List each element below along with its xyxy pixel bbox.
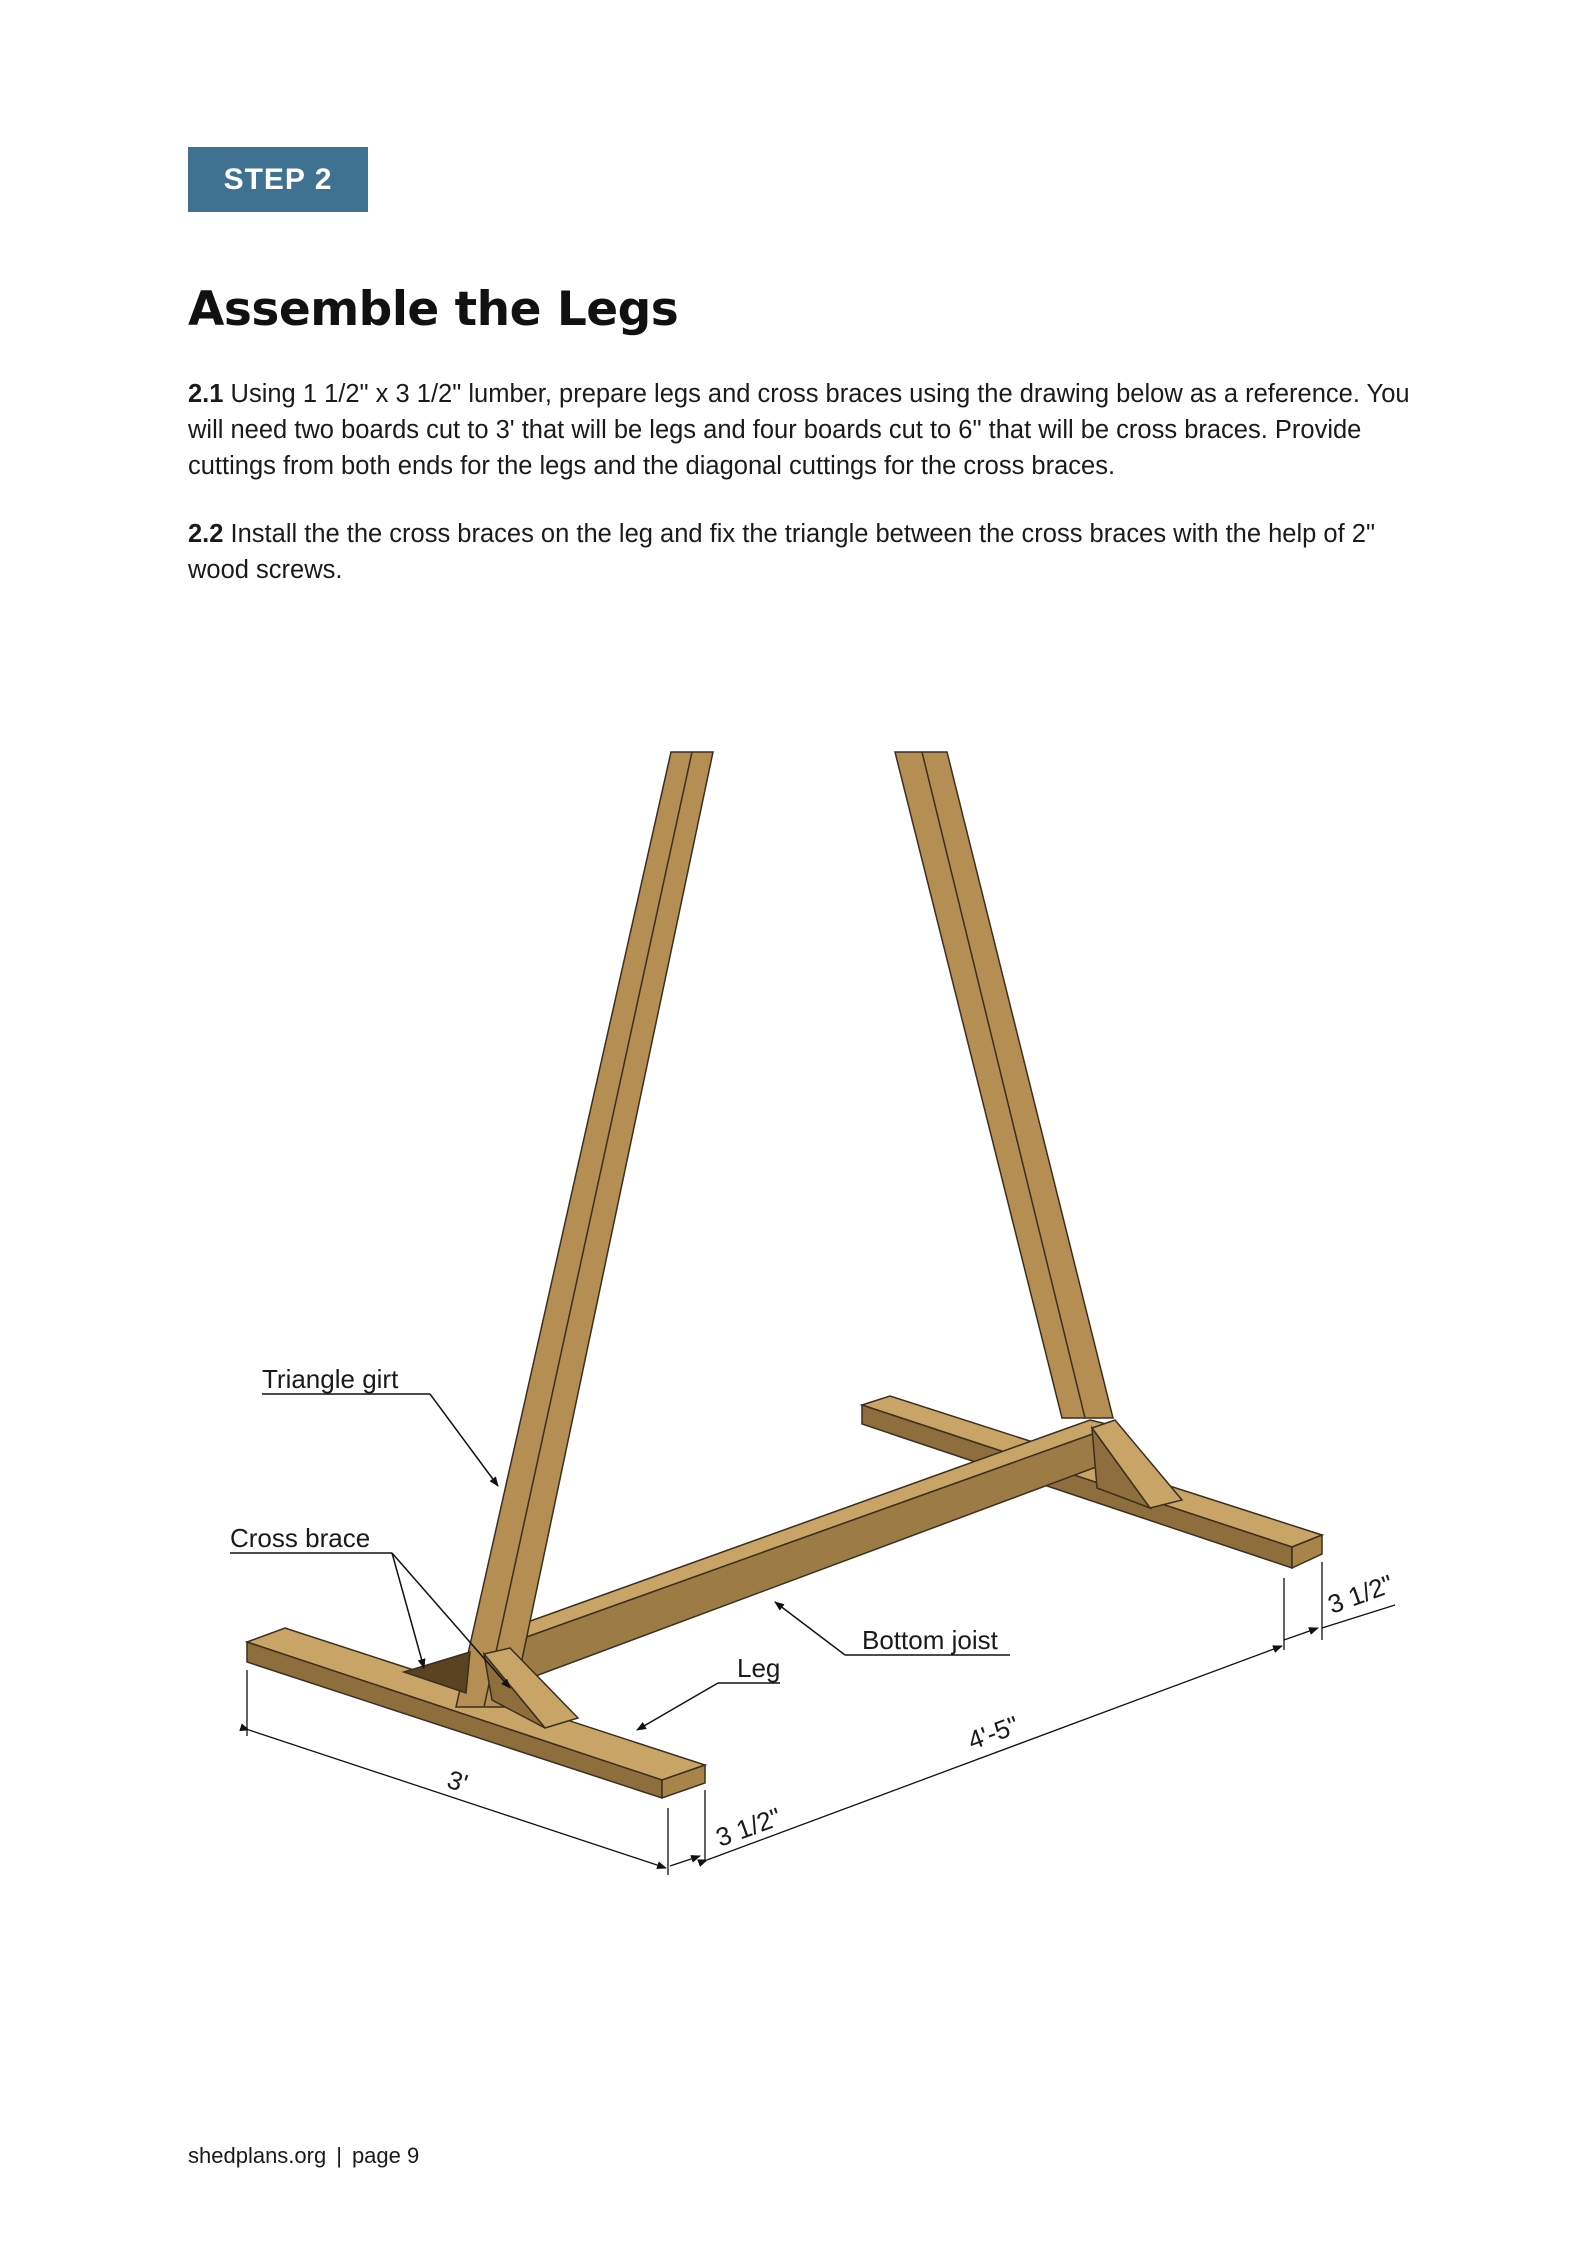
dim-leg-length: 3' bbox=[443, 1764, 472, 1799]
left-leg bbox=[456, 752, 713, 1707]
paragraph-2-1 bbox=[188, 376, 1428, 484]
footer-page-number: page 9 bbox=[351, 2143, 420, 2168]
footer-separator: | bbox=[336, 2143, 342, 2168]
paragraph-2-2 bbox=[188, 516, 1428, 588]
paragraph-text: Using 1 1/2" x 3 1/2" lumber, prepare legs and cross braces using the drawing below as a reference. You will need two boards cut to 3' that will be legs and four boards cut to 6" that will be cross braces. Provide cuttings from both ends for the legs and the diagonal cuttings for the cross braces. bbox=[188, 380, 1410, 480]
paragraph-number: 2.2 bbox=[188, 520, 224, 548]
paragraph-number: 2.1 bbox=[188, 380, 224, 408]
footer-site: shedplans.org bbox=[188, 2143, 327, 2168]
bottom-joist bbox=[472, 1420, 1115, 1680]
label-triangle-girt: Triangle girt bbox=[262, 1364, 399, 1394]
dim-joist-length: 4'-5" bbox=[963, 1709, 1023, 1756]
paragraph-text: Install the the cross braces on the leg and fix the triangle between the cross braces with the help of 2" wood screws. bbox=[188, 520, 1375, 584]
label-bottom-joist: Bottom joist bbox=[862, 1625, 998, 1655]
page-title: Assemble the Legs bbox=[188, 282, 679, 337]
step-label: STEP 2 bbox=[223, 162, 333, 196]
dim-width-left: 3 1/2" bbox=[711, 1801, 786, 1853]
right-leg bbox=[895, 752, 1113, 1418]
label-cross-brace: Cross brace bbox=[230, 1523, 371, 1553]
assembly-diagram bbox=[0, 700, 1588, 1950]
page-footer bbox=[188, 2143, 419, 2169]
dim-width-right: 3 1/2" bbox=[1323, 1568, 1398, 1620]
label-leg: Leg bbox=[737, 1653, 781, 1683]
step-badge bbox=[188, 147, 368, 212]
